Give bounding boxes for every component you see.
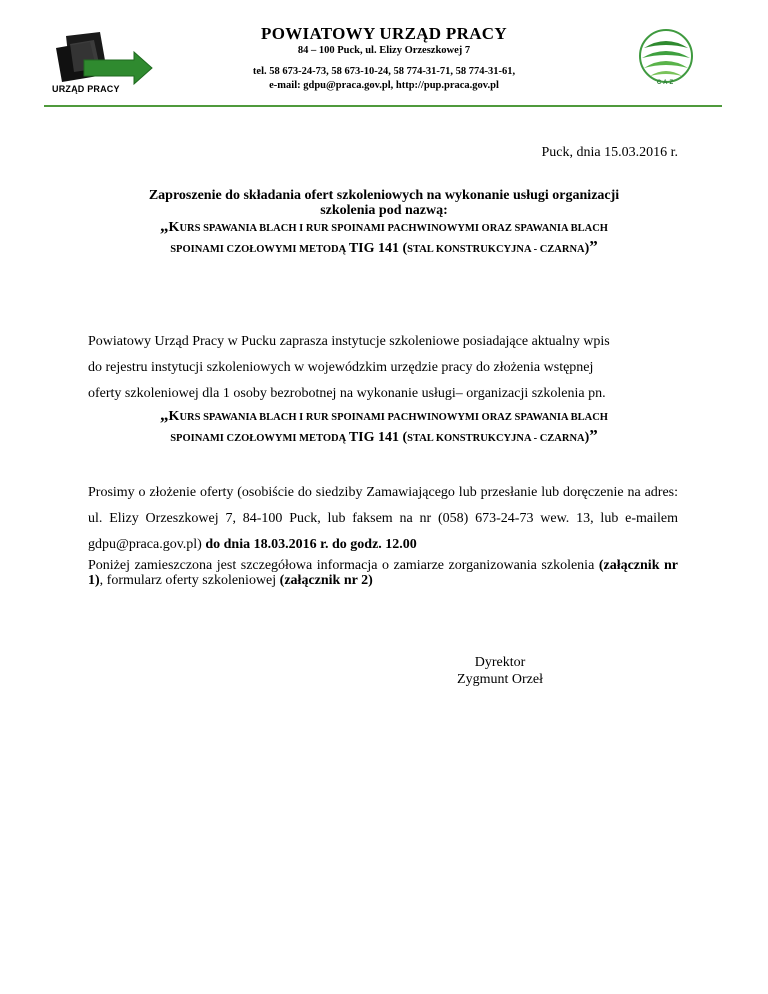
organization-contact: e-mail: gdpu@praca.gov.pl, http://pup.praca.gov.pl [269,80,499,91]
attachments-paragraph: Poniżej zamieszczona jest szczegółowa informacja o zamiarze zorganizowania szkolenia (załącznik nr 1), formularz oferty szkoleniowej (załącznik nr 2) [88,558,679,588]
date-line: Puck, dnia 15.03.2016 r. [541,145,678,160]
course-name-repeat-line-2: SPOINAMI CZOŁOWYMI METODĄ TIG 141 (STAL KONSTRUKCYJNA - CZARNA)” [170,426,598,445]
course-name-line-2: SPOINAMI CZOŁOWYMI METODĄ TIG 141 (STAL KONSTRUKCYJNA - CZARNA)” [170,237,598,256]
organization-address: 84 – 100 Puck, ul. Elizy Orzeszkowej 7 [297,45,471,56]
invitation-paragraph [88,329,678,407]
submission-paragraph: Prosimy o złożenie oferty (osobiście do siedziby Zamawiającego lub przesłanie lub doręczenie na adres: ul. Elizy Orzeszkowej 7, 84-100 Puck, lub faksem na nr (058) 673-24-73 wew. 13, lub e-mailem gdpu@praca.gov.pl) do dnia 18.03.2016 r. do godz. 12.00 [88,485,678,552]
right-logo-caption: CAZ [656,80,676,86]
deadline: do dnia 18.03.2016 r. do godz. 12.00 [205,537,417,552]
header-divider [44,105,722,107]
title-line-1: Zaproszenie do składania ofert szkoleniowych na wykonanie usługi organizacji [148,188,620,203]
paragraph-line: oferty szkoleniowej dla 1 osoby bezrobotnej na wykonanie usługi– organizacji szkolenia pn. [88,386,606,401]
attachment-2-ref: (załącznik nr 2) [279,573,373,588]
signature-title: Dyrektor [474,655,526,670]
left-logo-caption: URZĄD PRACY [52,84,120,94]
paragraph-line: do rejestru instytucji szkoleniowych w wojewódzkim urzędzie pracy do złożenia wstępnej [88,360,594,375]
organization-phones: tel. 58 673-24-73, 58 673-10-24, 58 774-31-71, 58 774-31-61, [252,66,516,77]
organization-name: POWIATOWY URZĄD PRACY [261,24,507,43]
signature-name: Zygmunt Orzeł [457,672,543,687]
course-name-line-1: „KURS SPAWANIA BLACH I RUR SPOINAMI PACHWINOWYMI ORAZ SPAWANIA BLACH [160,216,608,235]
paragraph-line: Powiatowy Urząd Pracy w Pucku zaprasza instytucje szkoleniowe posiadające aktualny wpis [88,334,610,349]
title-line-2: szkolenia pod nazwą: [320,203,448,218]
attachment-1-ref: (załącznik nr 1) [88,558,679,588]
course-name-repeat-line-1: „KURS SPAWANIA BLACH I RUR SPOINAMI PACHWINOWYMI ORAZ SPAWANIA BLACH [160,405,608,424]
